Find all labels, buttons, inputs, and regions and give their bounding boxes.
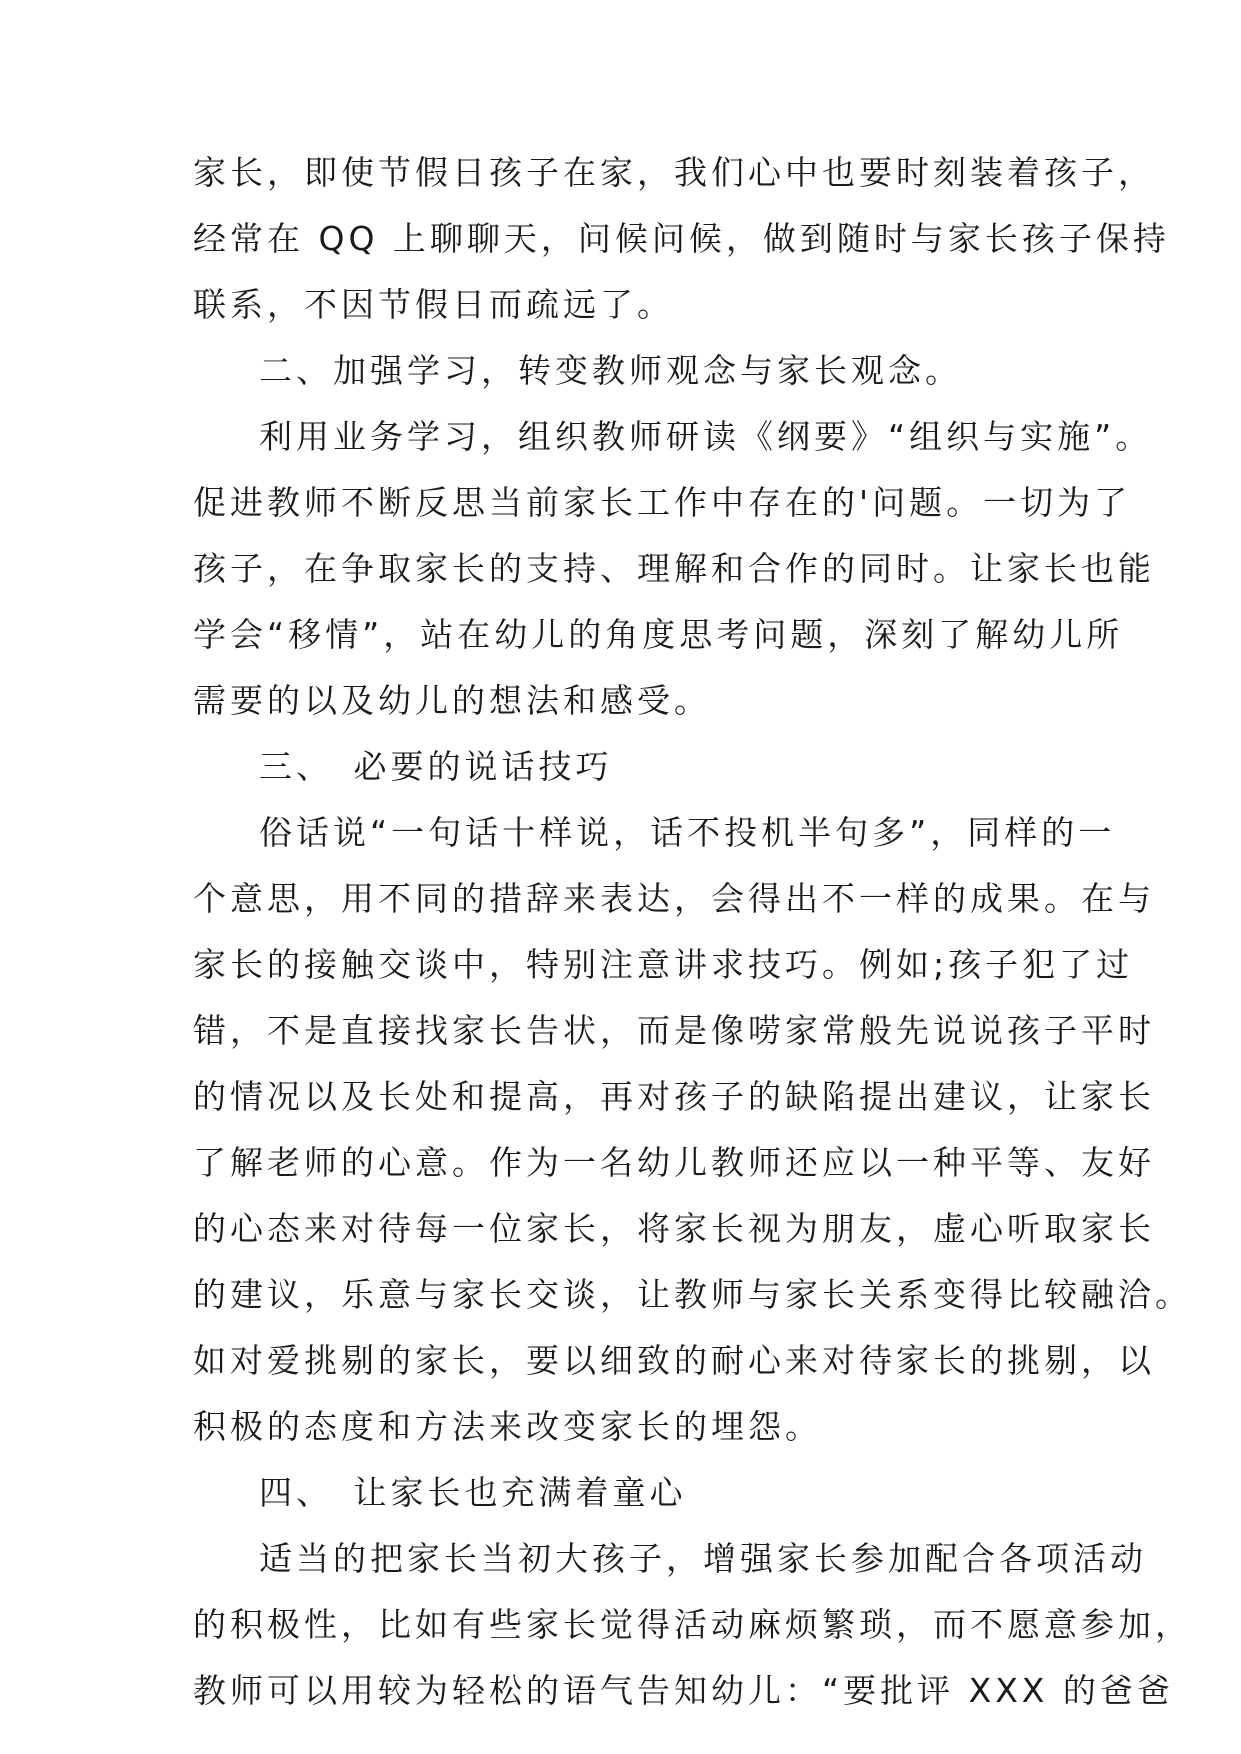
section-heading-4: 四、 让家长也充满着童心 [259,1473,687,1512]
text-line-3: 联系，不因节假日而疏远了。 [193,285,674,324]
text-line-15: 的情况以及长处和提高，再对孩子的缺陷提出建议，让家长 [193,1077,1155,1116]
text-line-12: 个意思，用不同的措辞来表达，会得出不一样的成果。在与 [193,879,1155,918]
text-line-8: 学会“移情”，站在幼儿的角度思考问题，深刻了解幼儿所 [193,615,1124,654]
text-line-23: 的积极性，比如有些家长觉得活动麻烦繁琐，而不愿意参加， [193,1605,1192,1644]
text-line-17: 的心态来对待每一位家长，将家长视为朋友，虚心听取家长 [193,1209,1155,1248]
text-line-9: 需要的以及幼儿的想法和感受。 [193,681,711,720]
text-line-20: 积极的态度和方法来改变家长的埋怨。 [193,1407,822,1446]
text-line-22: 适当的把家长当初大孩子，增强家长参加配合各项活动 [259,1539,1147,1578]
text-line-24: 教师可以用较为轻松的语气告知幼儿：“要批评 XXX 的爸爸 [193,1671,1174,1710]
text-line-14: 错，不是直接找家长告状，而是像唠家常般先说说孩子平时 [193,1011,1155,1050]
text-line-13: 家长的接触交谈中，特别注意讲求技巧。例如;孩子犯了过 [193,945,1134,984]
text-line-6: 促进教师不断反思当前家长工作中存在的'问题。一切为了 [193,483,1132,522]
text-line-7: 孩子，在争取家长的支持、理解和合作的同时。让家长也能 [193,549,1155,588]
text-line-11: 俗话说“一句话十样说，话不投机半句多”，同样的一 [259,813,1116,852]
section-heading-3: 三、 必要的说话技巧 [259,747,613,786]
text-line-18: 的建议，乐意与家长交谈，让教师与家长关系变得比较融洽。 [193,1275,1192,1314]
text-line-1: 家长，即使节假日孩子在家，我们心中也要时刻装着孩子， [193,153,1155,192]
text-line-16: 了解老师的心意。作为一名幼儿教师还应以一种平等、友好 [193,1143,1155,1182]
text-line-2: 经常在 QQ 上聊聊天，问候问候，做到随时与家长孩子保持 [193,219,1170,258]
text-line-5: 利用业务学习，组织教师研读《纲要》“组织与实施”。 [259,417,1153,456]
section-heading-2: 二、加强学习，转变教师观念与家长观念。 [259,351,962,390]
text-line-19: 如对爱挑剔的家长，要以细致的耐心来对待家长的挑剔，以 [193,1341,1155,1380]
